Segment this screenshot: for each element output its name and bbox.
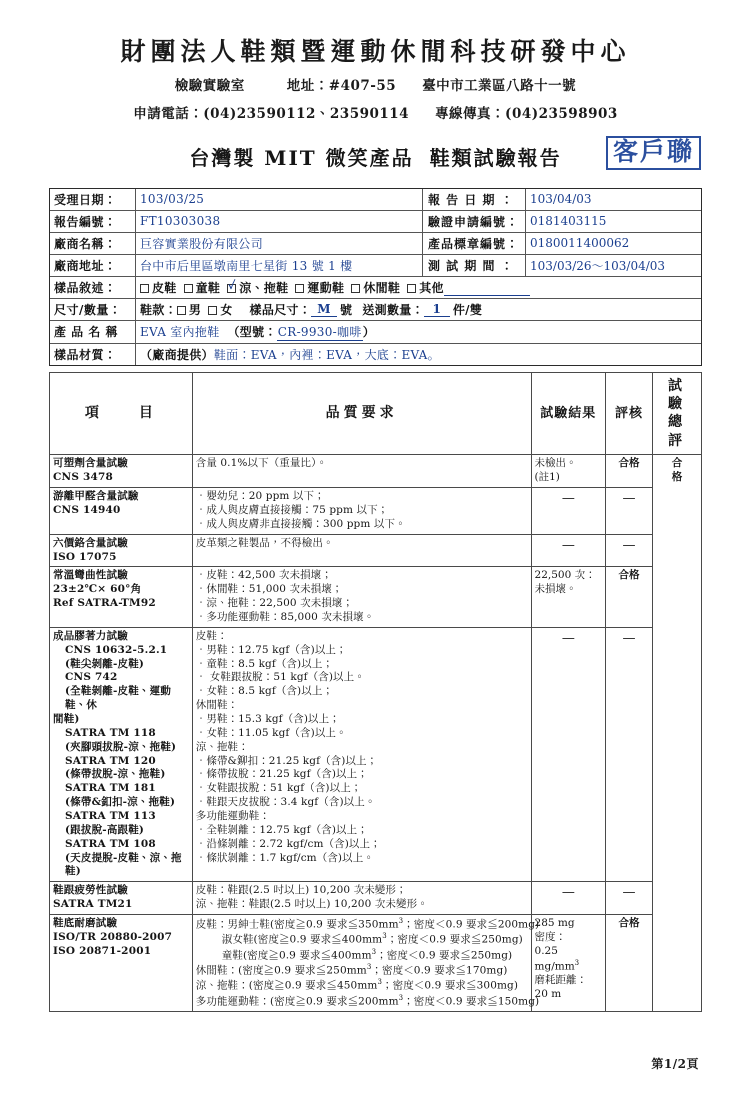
result-line: 0.25 $mg/mm^3$ [534,944,580,973]
requirement-line: 涼、拖鞋：(密度≧0.9 要求$≦450mm^3$；密度＜0.9 要求≦300mg) [195,978,519,992]
requirement-line: 童鞋(密度≧0.9 要求$≦400mm^3$；密度＜0.9 要求≦250mg) [221,947,513,962]
material-value: 鞋面：EVA，內裡：EVA，大底：EVA。 [213,347,440,362]
result-line: 285 mg [534,917,575,930]
requirement-line: ‧條狀剝離：1.7 kgf/cm（含)以上。 [195,851,374,864]
item-line: 游離甲醛含量試驗 [53,490,139,503]
cell-total-evaluation [652,455,701,1012]
cell-evaluation: — [606,488,653,535]
requirement-line: 涼、拖鞋： [195,740,249,753]
send-qty-value[interactable]: 1 [424,302,450,317]
material-prefix: （廠商提供） [140,347,214,362]
report-date-label: 報 告 日 期 ： [422,189,526,210]
page-number-footer: 第1/2頁 [651,1057,699,1071]
result-dash: — [561,491,575,507]
result-line: (註1) [534,471,560,484]
checkbox-option-sport-shoe[interactable] [295,279,344,296]
cell-quality-requirement [192,882,531,915]
item-line: CNS 10632-5.2.1 [65,643,168,656]
item-line: 六價鉻含量試驗 [53,536,128,549]
report-date-value: 103/04/03 [530,192,592,206]
checkbox-icon[interactable] [177,306,186,315]
sample-desc-options [136,277,701,298]
requirement-line: 多功能運動鞋：(密度≧0.9 要求$≦200mm^3$；密度＜0.9 要求≦150mg) [195,993,540,1008]
checkbox-option-sandal-slipper[interactable] [227,279,288,296]
cell-quality-requirement [192,488,531,535]
item-line: (夾腳頭拔脫-涼、拖鞋) [65,740,177,753]
report-page [0,38,751,1094]
other-text-field[interactable] [444,281,530,296]
requirement-line: ‧女鞋跟拔脫：51 kgf（含)以上； [195,782,362,795]
cell-test-result [531,567,606,627]
shoe-style-label: 鞋款： [140,302,177,317]
cell-test-result [531,488,606,535]
requirement-line: 休閒鞋：(密度≧0.9 要求$≦250mm^3$；密度＜0.9 要求≦170mg) [195,963,508,977]
material-values [136,344,701,365]
item-line: 鞋底耐磨試驗 [53,917,118,930]
checkbox-icon[interactable] [184,284,193,293]
checkbox-option-child-shoe[interactable] [184,279,221,296]
item-line: (鞋尖剝離-皮鞋) [65,657,145,670]
option-label: 女 [220,302,233,317]
item-line: ISO/TR 20880-2007 [53,930,173,943]
report-type-title: 鞋類試驗報告 [429,146,562,170]
requirement-line: 皮鞋：男紳士鞋(密度≧0.9 要求$≦350mm^3$；密度＜0.9 要求≦200mg) [195,917,540,931]
item-line: ISO 20871-2001 [53,944,152,957]
cell-test-item [50,488,193,535]
checkbox-icon[interactable] [140,284,149,293]
item-line: 鞋跟疲勞性試驗 [53,884,128,897]
cell-test-result [531,882,606,915]
mark-no-value: 0180011400062 [530,236,630,250]
info-row-maker-address [50,255,701,277]
cell-test-result [531,627,606,881]
requirement-line: ‧休閒鞋：51,000 次未損壞； [195,583,343,596]
header-contact-line-2 [0,102,751,122]
requirement-line: ‧成人與皮膚非直接接觸：300 ppm 以下。 [195,517,406,530]
requirement-line: 淑女鞋(密度≧0.9 要求$≦400mm^3$；密度＜0.9 要求≦250mg) [221,932,523,946]
cell-quality-requirement [192,915,540,1012]
checkbox-option-male[interactable] [177,301,201,318]
option-label: 涼、拖鞋 [239,280,289,295]
item-line: (條帶&釦扣-涼、拖鞋) [65,796,176,809]
item-line: (全鞋剝離-皮鞋、運動鞋、休 [65,685,172,712]
item-line: SATRA TM 120 [65,754,156,767]
test-period-value: 103/03/26～103/04/03 [530,258,666,273]
requirement-line: ‧男鞋：12.75 kgf（含)以上； [195,643,347,656]
report-no-label: 報告編號： [50,211,136,232]
verify-no-value: 0181403115 [530,214,607,228]
cell-test-result [531,455,606,488]
requirement-line: ‧嬰幼兒：20 ppm 以下； [195,490,325,503]
size-qty-label: 尺寸/數量： [50,299,136,320]
option-label: 男 [188,302,202,317]
item-line: 閒鞋) [53,712,80,725]
requirement-line: ‧女鞋：8.5 kgf（含)以上； [195,685,334,698]
item-line: CNS 742 [65,671,118,684]
option-label: 休閒鞋 [363,280,401,295]
item-line: 成品膠著力試驗 [53,629,128,642]
requirement-line: ‧成人與皮膚直接接觸：75 ppm 以下； [195,503,389,516]
test-results-table [49,372,702,1013]
mit-title: 台灣製 MIT 微笑產品 [189,146,414,170]
report-no-value: FT10303038 [140,214,221,228]
result-line: 22,500 次： [534,569,596,582]
table-row [50,882,702,915]
organization-title: 財團法人鞋類暨運動休閒科技研發中心 [120,37,631,66]
requirement-line: ‧多功能運動鞋：85,000 次未損壞。 [195,610,375,623]
table-row [50,534,702,567]
option-label: 運動鞋 [307,280,345,295]
item-line: 23±2℃× 60°角 [53,583,142,596]
cell-quality-requirement [192,627,531,881]
cell-test-result [531,915,606,1012]
cell-quality-requirement [192,567,531,627]
document-title-row [0,136,751,178]
model-label: （型號： [227,325,277,339]
requirement-line: 休閒鞋： [195,699,239,712]
requirement-line: ‧ 女鞋跟拔脫：51 kgf（含)以上。 [195,671,365,684]
column-header-total-evaluation: 試 驗 總 評 [652,372,701,455]
column-header-item: 項 目 [50,372,193,455]
cell-test-item [50,915,193,1012]
requirement-line: ‧女鞋：11.05 kgf（含)以上。 [195,726,347,739]
requirement-line: ‧沿條剝離：2.72 kgf/cm（含)以上； [195,837,381,850]
product-name-value: EVA 室內拖鞋 [140,325,220,339]
size-qty-values [136,299,701,320]
item-line: (條帶拔脫-涼、拖鞋) [65,768,166,781]
requirement-line: ‧皮鞋：42,500 次未損壞； [195,569,332,582]
sample-size-value[interactable]: M [311,302,337,317]
cell-evaluation: — [606,882,653,915]
info-row-dates [50,189,701,211]
result-line: 未檢出。 [534,457,577,470]
requirement-line: ‧條帶&鉚扣：21.25 kgf（含)以上； [195,754,378,767]
maker-name-value: 巨容實業股份有限公司 [140,236,264,251]
item-line: (跟拔脫-高跟鞋) [65,823,145,836]
option-label: 其他 [419,280,444,295]
cell-test-item [50,534,193,567]
column-header-result: 試驗結果 [531,372,606,455]
requirement-line: 皮鞋：鞋跟(2.5 吋以上) 10,200 次未變形； [195,884,407,897]
requirement-line: ‧涼、拖鞋：22,500 次未損壞； [195,597,354,610]
requirement-line: ‧男鞋：15.3 kgf（含)以上； [195,712,340,725]
item-line: CNS 3478 [53,471,114,484]
report-info-block [49,188,702,366]
item-line: ISO 17075 [53,550,117,563]
table-row [50,627,702,881]
sample-desc-label: 樣品敘述： [50,277,136,298]
header-contact-line-1 [0,74,751,94]
requirement-line: 涼、拖鞋：鞋跟(2.5 吋以上) 10,200 次未變形。 [195,898,428,911]
sample-size-label: 樣品尺寸： [249,302,312,317]
info-row-material [50,344,701,366]
checkbox-option-female[interactable] [208,301,232,318]
table-body [50,455,702,1012]
info-row-maker-name [50,233,701,255]
address-label: 地址：#407-55 [286,77,397,94]
item-line: 常溫彎曲性試驗 [53,569,128,582]
item-line: SATRA TM 118 [65,726,156,739]
item-line: CNS 14940 [53,503,121,516]
fax-label: 專線傳真：(04)23598903 [435,105,618,122]
info-row-numbers [50,211,701,233]
model-close-paren: ） [362,325,376,339]
requirement-line: ‧鞋跟天皮拔脫：3.4 kgf（含)以上。 [195,796,376,809]
requirement-line: 皮鞋： [195,629,228,642]
product-name-values [136,321,701,343]
mark-no-label: 產品標章編號： [422,233,526,254]
checkbox-checked-icon[interactable] [227,284,236,293]
item-line: SATRA TM 181 [65,782,156,795]
total-eval-char: 合 [671,457,683,470]
result-dash: — [561,885,575,901]
cell-test-item [50,455,193,488]
requirement-line: 含量 0.1%以下（重量比）。 [195,457,328,470]
accept-date-value: 103/03/25 [140,192,205,206]
option-label: 童鞋 [195,280,221,295]
maker-address-label: 廠商地址： [50,255,136,276]
sample-size-unit: 號 [340,302,353,317]
accept-date-label: 受理日期： [50,189,136,210]
checkbox-icon[interactable] [407,284,416,293]
requirement-line: ‧全鞋剝離：12.75 kgf（含)以上； [195,823,368,836]
address-value: 臺中市工業區八路十一號 [422,77,577,94]
checkbox-icon[interactable] [295,284,304,293]
item-line: (天皮提脫-皮鞋、涼、拖鞋) [65,851,182,878]
result-line: 密度： [534,930,567,943]
cell-test-result [531,534,606,567]
info-row-product-name [50,321,701,344]
cell-evaluation: — [606,627,653,881]
send-qty-unit: 件/雙 [452,302,483,317]
item-line: SATRA TM 113 [65,810,156,822]
material-label: 樣品材質： [50,344,136,365]
test-period-label: 測 試 期 間 ： [422,255,526,276]
cell-evaluation: — [606,534,653,567]
total-eval-char: 格 [671,471,683,484]
checkbox-icon[interactable] [208,306,217,315]
maker-name-label: 廠商名稱： [50,233,136,254]
checkbox-option-other[interactable] [407,279,530,296]
checkbox-option-leather-shoe[interactable] [140,279,177,296]
info-row-sample-desc [50,277,701,299]
table-row [50,488,702,535]
result-line: 20 m [534,987,562,1000]
page-title [189,142,561,171]
phone-label: 申請電話：(04)23590112、23590114 [133,105,410,122]
column-header-evaluation: 評核 [606,372,653,455]
result-line: 未損壞。 [534,583,577,596]
maker-address-value: 台中市后里區墩南里七星街 13 號 1 樓 [140,258,353,273]
result-dash: — [561,630,575,646]
cell-quality-requirement [192,455,531,488]
requirement-line: ‧童鞋：8.5 kgf（含)以上； [195,657,334,670]
cell-test-item [50,627,193,881]
checkbox-icon[interactable] [351,284,360,293]
item-line: Ref SATRA-TM92 [53,597,156,610]
item-line: 可塑劑含量試驗 [53,457,128,470]
item-line: SATRA TM 108 [65,837,156,850]
table-header-row [50,372,702,455]
lab-label: 檢驗實驗室 [174,77,245,94]
table-row [50,915,702,1012]
result-dash: — [561,537,575,553]
requirement-line: 多功能運動鞋： [195,810,270,822]
requirement-line: ‧條帶拔脫：21.25 kgf（含)以上； [195,768,368,781]
model-value[interactable]: CR-9930-咖啡 [277,324,362,339]
cell-evaluation: 合格 [606,455,653,488]
checkbox-option-casual-shoe[interactable] [351,279,400,296]
cell-test-item [50,882,193,915]
verify-no-label: 驗證申請編號： [422,211,526,232]
info-row-size-qty [50,299,701,321]
cell-evaluation: 合格 [606,567,653,627]
customer-copy-stamp: 客戶聯 [606,136,701,170]
send-qty-label: 送測數量： [362,302,424,317]
cell-test-item [50,567,193,627]
product-name-label: 產 品 名 稱 [50,321,136,343]
table-row [50,455,702,488]
option-label: 皮鞋 [152,280,177,295]
requirement-line: 皮革類之鞋製品，不得檢出。 [195,536,334,549]
table-row [50,567,702,627]
cell-evaluation: 合格 [606,915,653,1012]
item-line: SATRA TM21 [53,898,133,911]
cell-quality-requirement [192,534,531,567]
column-header-requirement: 品質要求 [192,372,531,455]
result-line: 磨耗距離： [534,973,588,986]
